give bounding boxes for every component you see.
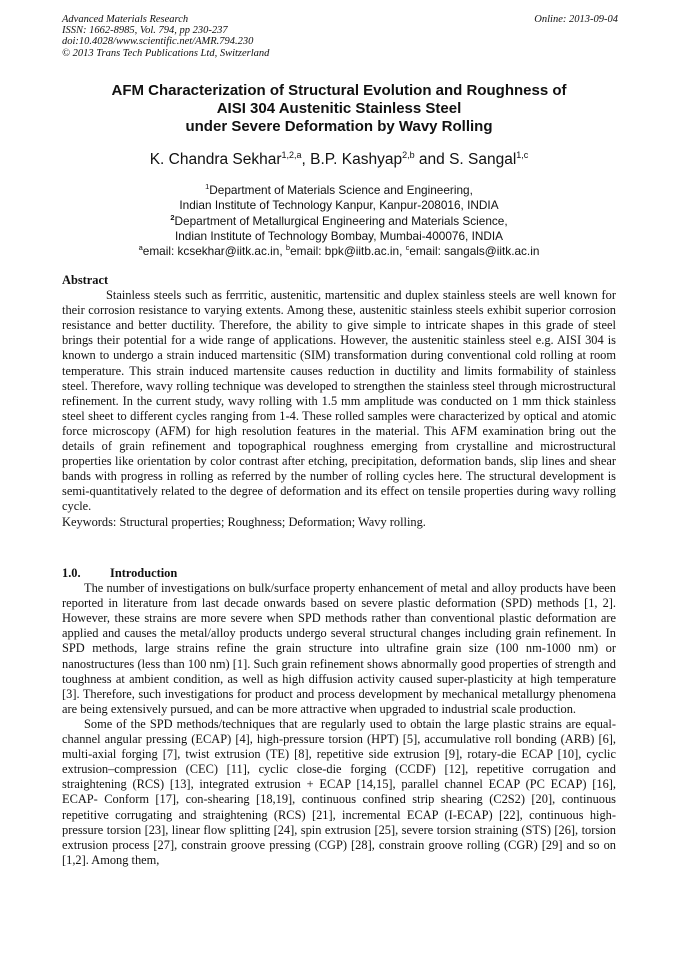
copyright-line: © 2013 Trans Tech Publications Ltd, Switzerland bbox=[62, 47, 270, 59]
author-1-affil: 1,2,a bbox=[281, 149, 302, 160]
author-list bbox=[60, 150, 618, 170]
section-number: 1.0. bbox=[62, 566, 81, 580]
author-3: and S. Sangal bbox=[414, 151, 517, 168]
introduction-paragraph-1: The number of investigations on bulk/surface property enhancement of metal and alloy products have been reported in literature from last decade onwards based on severe plastic deformation (SPD) methods [1, 2]. However, these strains are more severe when SPD methods rather than conventional plastic deformation are applied and causes the metal/alloy products undergo several structural changes including grain refinement. In SPD methods, large strains refine the grain structure into ultrafine grain size (100 nm-1000 nm) or nanostructures (less than 100 nm) [1]. Such grain refinement shows abnormally good properties of strength and toughness at ambient condition, as well as high diffusion activity caused super-plasticity at high temperature [3]. Therefore, such investigations for product and process development by mechanical metallurgy phenomena are being extensively pursued, and can be more attractive when upgraded to industrial scale production. bbox=[62, 581, 616, 716]
affiliation-1-line-2: Indian Institute of Technology Kanpur, Kanpur-208016, INDIA bbox=[179, 198, 499, 213]
affiliation-1-line-1 bbox=[60, 183, 618, 198]
title-line-2: AISI 304 Austenitic Stainless Steel bbox=[216, 100, 462, 117]
affiliation-2-dept: Department of Metallurgical Engineering and Materials Science, bbox=[174, 213, 508, 228]
email-c-marker: c bbox=[405, 243, 410, 253]
abstract-section bbox=[62, 273, 616, 530]
journal-name: Advanced Materials Research bbox=[62, 14, 189, 25]
doi-line: doi:10.4028/www.scientific.net/AMR.794.230 bbox=[62, 36, 254, 48]
affiliation-2-marker: 2 bbox=[170, 212, 175, 222]
email-b-marker: b bbox=[285, 243, 291, 253]
email-a: email: kcsekhar@iitk.ac.in, bbox=[142, 244, 286, 259]
title-line-3: under Severe Deformation by Wavy Rolling bbox=[185, 118, 493, 135]
journal-header bbox=[62, 14, 618, 59]
email-c: email: sangals@iitk.ac.in bbox=[409, 244, 540, 259]
affiliation-1-marker: 1 bbox=[205, 182, 210, 192]
keywords-line: Keywords: Structural properties; Roughness; Deformation; Wavy rolling. bbox=[62, 514, 426, 529]
introduction-heading bbox=[62, 566, 616, 581]
online-date: Online: 2013-09-04 bbox=[534, 14, 618, 25]
email-b: email: bpk@iitb.ac.in, bbox=[290, 244, 406, 259]
affiliations bbox=[60, 183, 618, 259]
author-2: , B.P. Kashyap bbox=[301, 151, 403, 168]
email-line bbox=[60, 244, 618, 259]
author-3-affil: 1,c bbox=[516, 149, 529, 160]
affiliation-2-line-2: Indian Institute of Technology Bombay, Mumbai-400076, INDIA bbox=[174, 228, 504, 243]
author-2-affil: 2,b bbox=[402, 149, 415, 160]
author-1: K. Chandra Sekhar bbox=[149, 151, 282, 168]
paper-title bbox=[60, 82, 618, 136]
title-line-1: AFM Characterization of Structural Evolution and Roughness of bbox=[111, 82, 567, 99]
affiliation-1-dept: Department of Materials Science and Engineering, bbox=[209, 183, 473, 197]
introduction-paragraph-2: Some of the SPD methods/techniques that are regularly used to obtain the large plastic strains are equal-channel angular pressing (ECAP) [4], high-pressure torsion (HPT) [5], accumulative roll bonding (ARB) [6], multi-axial forging [7], twist extrusion (TE) [8], repetitive side extrusion [9], rotary-die ECAP [10], cyclic extrusion–compression (CEC) [11], cyclic close-die forging (CCDF) [12], repetitive corrugation and straightening (RCS) [13], integrated extrusion + ECAP [14,15], parallel channel ECAP (PC ECAP) [16], ECAP- Conform [17], con-shearing [18,19], continuous confined strip shearing (C2S2) [20], continuous repetitive corrugating and straightening (RCS) [21], incremental ECAP (I-ECAP) [22], continuous high-pressure torsion [23], linear flow splitting [24], spin extrusion [25], severe torsion straining (STS) [26], torsion extrusion process [27], constrain groove pressing (CGP) [28], constrain groove rolling (CGR) [29] and so on [1,2]. Among them, bbox=[62, 716, 616, 867]
affiliation-2-line-1 bbox=[60, 214, 618, 229]
abstract-text: Stainless steels such as ferrritic, austenitic, martensitic and duplex stainless steels are well known for their corrosion resistance to varying extents. Among these, austenitic stainless steels exhibit superior corrosion resistance and better ductility. Therefore, the ability to give simple to intricate shapes in this grade of steel brings their potential for a wide range of applications. However, the austenitic stainless steel e.g. AISI 304 is known to undergo a strain induced martensitic (SIM) transformation during conventional cold rolling at room temperature. This strain induced martensite causes reduction in ductility and limits formability of stainless steel. Therefore, wavy rolling technique was developed to strengthen the stainless steel through microstructural refinement. In the current study, wavy rolling with 1.5 mm amplitude was conducted on 1 mm thick stainless steel sheet to different cycles ranging from 1-4. These rolled samples were characterized by optical and atomic force microscopy (AFM) for high resolution features in the material. This AFM examination bring out the details of grain refinement and topographical roughness emerging from crystalline and microstructural properties like orientation by color contrast after etching, precipitation, deformation bands, slip lines and shear bands with progress in rolling as referred by the number of rolling cycles here. The structural development is semi-quantitatively related to the degree of deformation and its effect on tensile properties during wavy rolling cycle. bbox=[62, 288, 616, 514]
email-a-marker: a bbox=[138, 243, 143, 253]
introduction-section bbox=[62, 566, 616, 868]
issn-line: ISSN: 1662-8985, Vol. 794, pp 230-237 bbox=[62, 25, 228, 37]
section-title: Introduction bbox=[110, 566, 178, 580]
abstract-heading: Abstract bbox=[62, 273, 109, 287]
